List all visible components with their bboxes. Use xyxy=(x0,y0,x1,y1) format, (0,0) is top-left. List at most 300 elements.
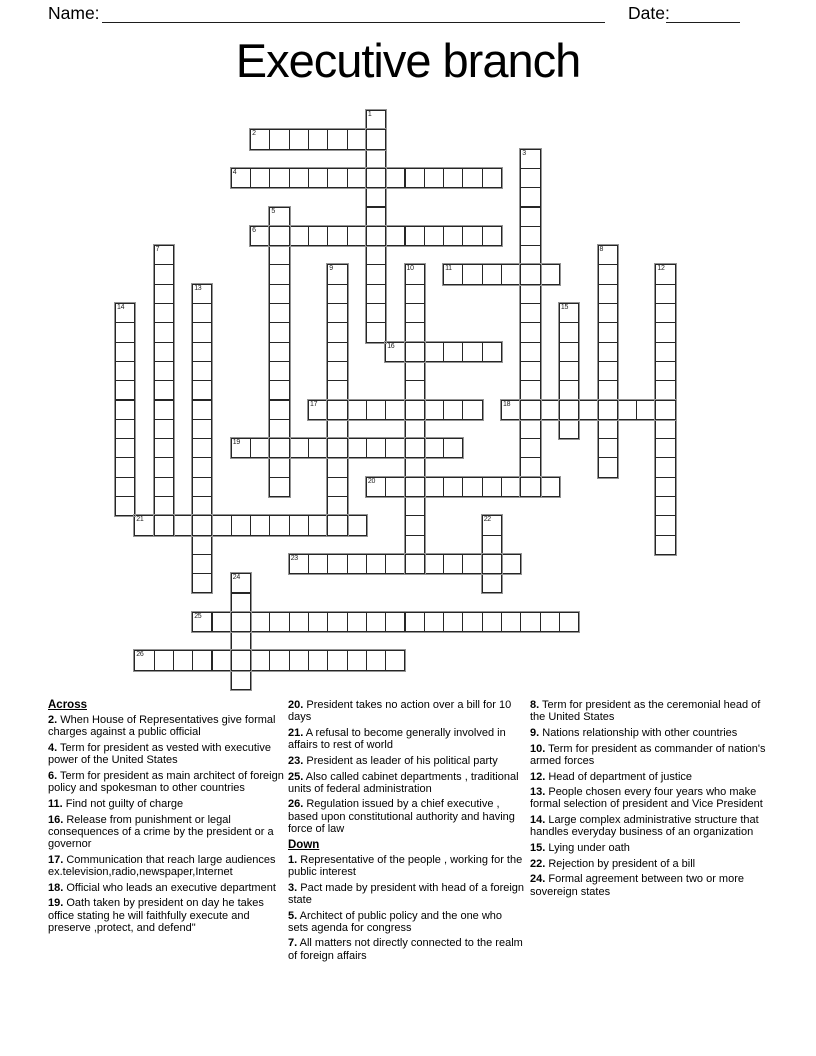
grid-cell[interactable] xyxy=(250,612,270,632)
grid-cell[interactable] xyxy=(482,477,502,497)
clue-15-down: 15. Lying under oath xyxy=(530,842,630,855)
grid-cell[interactable] xyxy=(424,612,444,632)
grid-cell[interactable] xyxy=(269,129,289,149)
grid-cell[interactable] xyxy=(347,400,367,420)
grid-cell[interactable] xyxy=(327,264,347,284)
grid-cell[interactable] xyxy=(462,226,482,246)
grid-cell[interactable] xyxy=(192,361,212,381)
grid-cell[interactable] xyxy=(366,207,386,227)
grid-cell[interactable] xyxy=(154,361,174,381)
grid-cell[interactable] xyxy=(192,515,212,535)
clue-number: 24 xyxy=(232,574,240,582)
grid-cell[interactable] xyxy=(173,650,193,670)
grid-cell[interactable] xyxy=(520,438,540,458)
grid-cell[interactable] xyxy=(212,515,232,535)
grid-cell[interactable] xyxy=(192,554,212,574)
grid-cell[interactable] xyxy=(424,554,444,574)
grid-cell[interactable] xyxy=(520,303,540,323)
grid-cell[interactable] xyxy=(655,457,675,477)
grid-cell[interactable] xyxy=(559,419,579,439)
grid-cell[interactable] xyxy=(366,438,386,458)
grid-cell[interactable] xyxy=(462,400,482,420)
grid-cell[interactable] xyxy=(482,342,502,362)
grid-cell[interactable] xyxy=(327,322,347,342)
grid-cell[interactable] xyxy=(520,612,540,632)
grid-cell[interactable] xyxy=(578,400,598,420)
grid-cell[interactable] xyxy=(212,650,232,670)
grid-cell[interactable] xyxy=(405,419,425,439)
grid-cell[interactable] xyxy=(327,168,347,188)
grid-cell[interactable] xyxy=(482,535,502,555)
grid-cell[interactable] xyxy=(655,515,675,535)
grid-cell[interactable] xyxy=(520,187,540,207)
grid-cell[interactable] xyxy=(385,612,405,632)
grid-cell[interactable] xyxy=(366,477,386,497)
grid-cell[interactable] xyxy=(347,129,367,149)
grid-cell[interactable] xyxy=(115,419,135,439)
grid-cell[interactable] xyxy=(655,400,675,420)
grid-cell[interactable] xyxy=(192,303,212,323)
grid-cell[interactable] xyxy=(269,303,289,323)
grid-cell[interactable] xyxy=(327,612,347,632)
grid-cell[interactable] xyxy=(269,168,289,188)
grid-cell[interactable] xyxy=(366,400,386,420)
grid-cell[interactable] xyxy=(115,322,135,342)
grid-cell[interactable] xyxy=(462,477,482,497)
grid-cell[interactable] xyxy=(462,168,482,188)
clue-12-down: 12. Head of department of justice xyxy=(530,770,693,783)
clue-9-down: 9. Nations relationship with other countries xyxy=(530,726,738,739)
grid-cell[interactable] xyxy=(289,612,309,632)
grid-cell[interactable] xyxy=(366,187,386,207)
grid-cell[interactable] xyxy=(308,226,328,246)
grid-cell[interactable] xyxy=(366,303,386,323)
grid-cell[interactable] xyxy=(482,168,502,188)
grid-cell[interactable] xyxy=(115,496,135,516)
grid-cell[interactable] xyxy=(385,650,405,670)
grid-cell[interactable] xyxy=(115,438,135,458)
grid-cell[interactable] xyxy=(520,245,540,265)
grid-cell[interactable] xyxy=(462,264,482,284)
grid-cell[interactable] xyxy=(559,322,579,342)
grid-cell[interactable] xyxy=(269,284,289,304)
grid-cell[interactable] xyxy=(289,438,309,458)
grid-cell[interactable] xyxy=(192,650,212,670)
grid-cell[interactable] xyxy=(192,535,212,555)
grid-cell[interactable] xyxy=(366,284,386,304)
grid-cell[interactable] xyxy=(269,612,289,632)
grid-cell[interactable] xyxy=(192,284,212,304)
grid-cell[interactable] xyxy=(559,612,579,632)
grid-cell[interactable] xyxy=(269,361,289,381)
grid-cell[interactable] xyxy=(289,226,309,246)
grid-cell[interactable] xyxy=(192,380,212,400)
grid-cell[interactable] xyxy=(192,438,212,458)
grid-cell[interactable] xyxy=(443,400,463,420)
grid-cell[interactable] xyxy=(134,650,154,670)
grid-cell[interactable] xyxy=(598,322,618,342)
grid-cell[interactable] xyxy=(347,168,367,188)
grid-cell[interactable] xyxy=(308,438,328,458)
grid-cell[interactable] xyxy=(173,515,193,535)
grid-cell[interactable] xyxy=(347,612,367,632)
grid-cell[interactable] xyxy=(520,477,540,497)
grid-cell[interactable] xyxy=(385,438,405,458)
grid-cell[interactable] xyxy=(269,245,289,265)
grid-cell[interactable] xyxy=(192,477,212,497)
clue-22-down: 22. Rejection by president of a bill xyxy=(530,857,696,870)
grid-cell[interactable] xyxy=(269,207,289,227)
grid-cell[interactable] xyxy=(501,264,521,284)
grid-cell[interactable] xyxy=(598,245,618,265)
grid-cell[interactable] xyxy=(385,400,405,420)
grid-cell[interactable] xyxy=(327,361,347,381)
grid-cell[interactable] xyxy=(366,149,386,169)
clue-number: 14 xyxy=(117,304,125,311)
grid-cell[interactable] xyxy=(269,650,289,670)
grid-cell[interactable] xyxy=(308,650,328,670)
grid-cell[interactable] xyxy=(154,477,174,497)
grid-cell[interactable] xyxy=(269,419,289,439)
grid-cell[interactable] xyxy=(598,457,618,477)
grid-cell[interactable] xyxy=(154,342,174,362)
grid-cell[interactable] xyxy=(540,400,560,420)
grid-cell[interactable] xyxy=(559,380,579,400)
grid-cell[interactable] xyxy=(231,515,251,535)
grid-cell[interactable] xyxy=(115,361,135,381)
grid-cell[interactable] xyxy=(308,400,328,420)
grid-cell[interactable] xyxy=(231,573,251,593)
grid-cell[interactable] xyxy=(154,650,174,670)
grid-cell[interactable] xyxy=(655,380,675,400)
clue-14-down: 14. Large complex administrative structure that handles everyday business of an organization xyxy=(530,814,759,839)
grid-cell[interactable] xyxy=(327,400,347,420)
grid-cell[interactable] xyxy=(501,612,521,632)
grid-cell[interactable] xyxy=(424,168,444,188)
grid-cell[interactable] xyxy=(327,226,347,246)
grid-cell[interactable] xyxy=(540,264,560,284)
grid-cell[interactable] xyxy=(655,303,675,323)
grid-cell[interactable] xyxy=(559,361,579,381)
grid-cell[interactable] xyxy=(424,477,444,497)
grid-cell[interactable] xyxy=(520,168,540,188)
grid-cell[interactable] xyxy=(154,284,174,304)
grid-cell[interactable] xyxy=(269,477,289,497)
grid-cell[interactable] xyxy=(308,554,328,574)
clue-number: 4 xyxy=(232,168,237,176)
grid-cell[interactable] xyxy=(462,342,482,362)
grid-cell[interactable] xyxy=(405,342,425,362)
grid-cell[interactable] xyxy=(482,226,502,246)
grid-cell[interactable] xyxy=(327,342,347,362)
grid-cell[interactable] xyxy=(520,284,540,304)
grid-cell[interactable] xyxy=(327,284,347,304)
grid-cell[interactable] xyxy=(385,342,405,362)
grid-cell[interactable] xyxy=(327,650,347,670)
grid-cell[interactable] xyxy=(501,554,521,574)
date-label: Date: xyxy=(628,3,670,23)
grid-cell[interactable] xyxy=(520,400,540,420)
grid-cell[interactable] xyxy=(655,284,675,304)
grid-cell[interactable] xyxy=(327,457,347,477)
across-heading: Across xyxy=(48,699,87,711)
grid-cell[interactable] xyxy=(327,515,347,535)
grid-cell[interactable] xyxy=(231,593,251,613)
grid-cell[interactable] xyxy=(405,284,425,304)
clue-number: 5 xyxy=(271,207,275,215)
grid-cell[interactable] xyxy=(482,264,502,284)
grid-cell[interactable] xyxy=(154,400,174,420)
grid-cell[interactable] xyxy=(327,380,347,400)
grid-cell[interactable] xyxy=(443,264,463,284)
grid-cell[interactable] xyxy=(231,670,251,690)
grid-cell[interactable] xyxy=(192,573,212,593)
grid-cell[interactable] xyxy=(540,612,560,632)
grid-cell[interactable] xyxy=(405,612,425,632)
grid-cell[interactable] xyxy=(598,303,618,323)
grid-cell[interactable] xyxy=(655,438,675,458)
grid-cell[interactable] xyxy=(559,400,579,420)
grid-cell[interactable] xyxy=(482,612,502,632)
grid-cell[interactable] xyxy=(655,361,675,381)
grid-cell[interactable] xyxy=(405,477,425,497)
grid-cell[interactable] xyxy=(405,361,425,381)
grid-cell[interactable] xyxy=(598,284,618,304)
clue-number: 12 xyxy=(657,265,665,273)
grid-cell[interactable] xyxy=(192,457,212,477)
grid-cell[interactable] xyxy=(520,226,540,246)
grid-cell[interactable] xyxy=(655,264,675,284)
grid-cell[interactable] xyxy=(154,380,174,400)
grid-cell[interactable] xyxy=(598,361,618,381)
grid-cell[interactable] xyxy=(269,342,289,362)
grid-cell[interactable] xyxy=(327,419,347,439)
grid-cell[interactable] xyxy=(366,168,386,188)
grid-cell[interactable] xyxy=(366,129,386,149)
grid-cell[interactable] xyxy=(289,168,309,188)
grid-cell[interactable] xyxy=(154,245,174,265)
grid-cell[interactable] xyxy=(327,554,347,574)
grid-cell[interactable] xyxy=(327,129,347,149)
grid-cell[interactable] xyxy=(289,554,309,574)
grid-cell[interactable] xyxy=(250,168,270,188)
grid-cell[interactable] xyxy=(366,554,386,574)
grid-cell[interactable] xyxy=(366,110,386,130)
grid-cell[interactable] xyxy=(347,650,367,670)
grid-cell[interactable] xyxy=(598,380,618,400)
grid-cell[interactable] xyxy=(443,554,463,574)
grid-cell[interactable] xyxy=(347,226,367,246)
grid-cell[interactable] xyxy=(192,496,212,516)
grid-cell[interactable] xyxy=(115,457,135,477)
grid-cell[interactable] xyxy=(443,168,463,188)
grid-cell[interactable] xyxy=(269,400,289,420)
grid-cell[interactable] xyxy=(405,226,425,246)
grid-cell[interactable] xyxy=(327,438,347,458)
grid-cell[interactable] xyxy=(405,554,425,574)
grid-cell[interactable] xyxy=(559,342,579,362)
grid-cell[interactable] xyxy=(115,477,135,497)
grid-cell[interactable] xyxy=(289,129,309,149)
grid-cell[interactable] xyxy=(192,419,212,439)
grid-cell[interactable] xyxy=(385,477,405,497)
grid-cell[interactable] xyxy=(405,457,425,477)
grid-cell[interactable] xyxy=(308,515,328,535)
grid-cell[interactable] xyxy=(482,554,502,574)
grid-cell[interactable] xyxy=(154,322,174,342)
grid-cell[interactable] xyxy=(115,400,135,420)
clues-column-3 xyxy=(530,699,775,901)
grid-cell[interactable] xyxy=(154,438,174,458)
grid-cell[interactable] xyxy=(540,477,560,497)
grid-cell[interactable] xyxy=(154,457,174,477)
grid-cell[interactable] xyxy=(443,438,463,458)
grid-cell[interactable] xyxy=(617,400,637,420)
grid-cell[interactable] xyxy=(655,419,675,439)
grid-cell[interactable] xyxy=(154,264,174,284)
grid-cell[interactable] xyxy=(655,477,675,497)
grid-cell[interactable] xyxy=(559,303,579,323)
grid-cell[interactable] xyxy=(405,303,425,323)
clue-number: 6 xyxy=(252,226,256,234)
grid-cell[interactable] xyxy=(231,631,251,651)
grid-cell[interactable] xyxy=(405,535,425,555)
grid-cell[interactable] xyxy=(327,303,347,323)
grid-cell[interactable] xyxy=(250,515,270,535)
grid-cell[interactable] xyxy=(289,515,309,535)
grid-cell[interactable] xyxy=(405,496,425,516)
grid-cell[interactable] xyxy=(366,650,386,670)
grid-cell[interactable] xyxy=(520,419,540,439)
grid-cell[interactable] xyxy=(154,419,174,439)
grid-cell[interactable] xyxy=(347,438,367,458)
grid-cell[interactable] xyxy=(405,438,425,458)
grid-cell[interactable] xyxy=(443,612,463,632)
grid-cell[interactable] xyxy=(269,438,289,458)
grid-cell[interactable] xyxy=(154,303,174,323)
grid-cell[interactable] xyxy=(520,380,540,400)
grid-cell[interactable] xyxy=(462,612,482,632)
grid-cell[interactable] xyxy=(520,322,540,342)
grid-cell[interactable] xyxy=(269,264,289,284)
grid-cell[interactable] xyxy=(405,322,425,342)
grid-cell[interactable] xyxy=(598,400,618,420)
grid-cell[interactable] xyxy=(269,380,289,400)
grid-cell[interactable] xyxy=(655,322,675,342)
grid-cell[interactable] xyxy=(424,400,444,420)
grid-cell[interactable] xyxy=(405,168,425,188)
down-clue-list-2 xyxy=(530,699,775,898)
grid-cell[interactable] xyxy=(598,419,618,439)
grid-cell[interactable] xyxy=(655,342,675,362)
grid-cell[interactable] xyxy=(231,650,251,670)
grid-cell[interactable] xyxy=(327,496,347,516)
grid-cell[interactable] xyxy=(231,168,251,188)
grid-cell[interactable] xyxy=(250,650,270,670)
grid-cell[interactable] xyxy=(520,342,540,362)
clue-7-down: 7. All matters not directly connected to the realm of foreign affairs xyxy=(288,937,523,962)
grid-cell[interactable] xyxy=(366,322,386,342)
grid-cell[interactable] xyxy=(405,380,425,400)
grid-cell[interactable] xyxy=(308,168,328,188)
grid-cell[interactable] xyxy=(231,612,251,632)
grid-cell[interactable] xyxy=(308,129,328,149)
grid-cell[interactable] xyxy=(520,149,540,169)
grid-cell[interactable] xyxy=(520,264,540,284)
grid-cell[interactable] xyxy=(269,226,289,246)
grid-cell[interactable] xyxy=(598,438,618,458)
grid-cell[interactable] xyxy=(385,226,405,246)
grid-cell[interactable] xyxy=(192,400,212,420)
grid-cell[interactable] xyxy=(385,554,405,574)
grid-cell[interactable] xyxy=(520,207,540,227)
grid-cell[interactable] xyxy=(424,438,444,458)
grid-cell[interactable] xyxy=(598,264,618,284)
grid-cell[interactable] xyxy=(366,612,386,632)
grid-cell[interactable] xyxy=(443,342,463,362)
grid-cell[interactable] xyxy=(289,650,309,670)
grid-cell[interactable] xyxy=(269,322,289,342)
grid-cell[interactable] xyxy=(231,438,251,458)
grid-cell[interactable] xyxy=(347,554,367,574)
grid-cell[interactable] xyxy=(250,129,270,149)
grid-cell[interactable] xyxy=(192,322,212,342)
grid-cell[interactable] xyxy=(192,612,212,632)
grid-cell[interactable] xyxy=(520,457,540,477)
grid-cell[interactable] xyxy=(154,496,174,516)
grid-cell[interactable] xyxy=(347,515,367,535)
grid-cell[interactable] xyxy=(154,515,174,535)
grid-cell[interactable] xyxy=(424,226,444,246)
grid-cell[interactable] xyxy=(192,342,212,362)
grid-cell[interactable] xyxy=(443,226,463,246)
grid-cell[interactable] xyxy=(366,264,386,284)
grid-cell[interactable] xyxy=(269,457,289,477)
grid-cell[interactable] xyxy=(115,380,135,400)
grid-cell[interactable] xyxy=(308,612,328,632)
grid-cell[interactable] xyxy=(655,535,675,555)
grid-cell[interactable] xyxy=(269,515,289,535)
grid-cell[interactable] xyxy=(424,342,444,362)
grid-cell[interactable] xyxy=(366,226,386,246)
grid-cell[interactable] xyxy=(598,342,618,362)
grid-cell[interactable] xyxy=(405,400,425,420)
name-label: Name: xyxy=(48,3,100,23)
grid-cell[interactable] xyxy=(405,264,425,284)
grid-cell[interactable] xyxy=(520,361,540,381)
grid-cell[interactable] xyxy=(250,226,270,246)
grid-cell[interactable] xyxy=(115,342,135,362)
grid-cell[interactable] xyxy=(366,245,386,265)
grid-cell[interactable] xyxy=(250,438,270,458)
grid-cell[interactable] xyxy=(134,515,154,535)
clue-number: 16 xyxy=(387,342,395,350)
page-title: Executive branch xyxy=(235,34,581,87)
grid-cell[interactable] xyxy=(501,477,521,497)
grid-cell[interactable] xyxy=(115,303,135,323)
grid-cell[interactable] xyxy=(212,612,232,632)
grid-cell[interactable] xyxy=(443,477,463,497)
grid-cell[interactable] xyxy=(482,515,502,535)
grid-cell[interactable] xyxy=(405,515,425,535)
grid-cell[interactable] xyxy=(385,168,405,188)
grid-cell[interactable] xyxy=(655,496,675,516)
grid-cell[interactable] xyxy=(636,400,656,420)
grid-cell[interactable] xyxy=(501,400,521,420)
grid-cell[interactable] xyxy=(482,573,502,593)
grid-cell[interactable] xyxy=(327,477,347,497)
grid-cell[interactable] xyxy=(462,554,482,574)
